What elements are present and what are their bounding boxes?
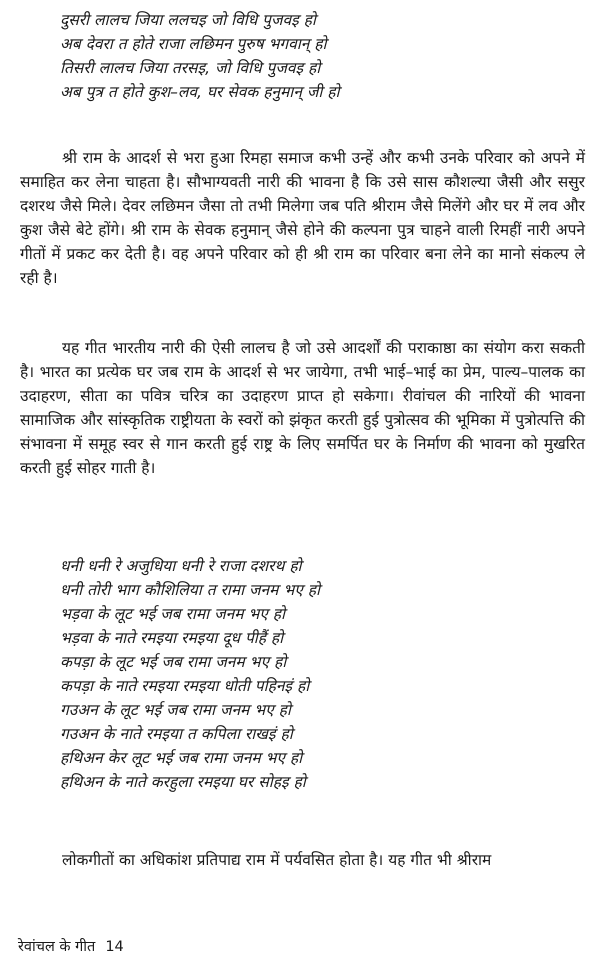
paragraph-text: लोकगीतों का अधिकांश प्रतिपाद्य राम में पर्यवसित होता है। यह गीत भी श्रीराम [62,851,492,869]
page-footer [18,936,124,956]
verse-line: अब देवरा त होते राजा लछिमन पुरुष भगवान् हो [60,35,327,53]
verse-line: धनी धनी रे अजुधिया धनी रे राजा दशरथ हो [60,557,302,575]
paragraph-text: यह गीत भारतीय नारी की ऐसी लालच है जो उसे आदर्शों की पराकाष्ठा का संयोग करा सकती है। भारत का प्रत्येक घर जब राम के आदर्श से भर जायेगा, तभी भाई–भाई का प्रेम, पाल्य–पालक का उदाहरण, सीता का पवित्र चरित्र का उदाहरण प्राप्त हो सकेगा। रीवांचल की नारियों की भावना सामाजिक और सांस्कृतिक राष्ट्रीयता के स्वरों को झंकृत करती हुई पुत्रोत्सव की भूमिका में पुत्रोत्पत्ति की संभावना में समूह स्वर से गान करती हुई राष्ट्र के लिए समर्पित घर के निर्माण की भावना को मुखरित करती हुई सोहर गाती है। [20,339,585,477]
verse-line: दुसरी लालच जिया ललचइ जो विधि पुजवइ हो [60,11,316,29]
verse-line: कपड़ा के लूट भई जब रामा जनम भए हो [60,653,287,671]
verse-line: हथिअन के नाते करहुला रमइया घर सोहइ हो [60,773,306,791]
verse-line: भड़वा के नाते रमइया रमइया दूध पीहैं हो [60,629,284,647]
verse-line: हथिअन केर लूट भई जब रामा जनम भए हो [60,749,303,767]
paragraph-2 [20,336,585,480]
verse-line: तिसरी लालच जिया तरसइ, जो विधि पुजवइ हो [60,59,321,77]
verse-line: कपड़ा के नाते रमइया रमइया धोती पहिनइं हो [60,677,310,695]
verse-block-1 [60,8,340,104]
paragraph-3 [20,848,585,872]
verse-line: गउअन के नाते रमइया त कपिला राखइं हो [60,725,293,743]
book-title: रेवांचल के गीत [18,939,96,955]
verse-block-2 [60,554,320,794]
verse-line: गउअन के लूट भई जब रामा जनम भए हो [60,701,291,719]
page-number: 14 [105,939,124,955]
verse-line: धनी तोरी भाग कौशिलिया त रामा जनम भए हो [60,581,320,599]
verse-line: भड़वा के लूट भई जब रामा जनम भए हो [60,605,286,623]
paragraph-1 [20,146,585,290]
verse-line: अब पुत्र त होते कुश–लव, घर सेवक हनुमान् जी हो [60,83,340,101]
paragraph-text: श्री राम के आदर्श से भरा हुआ रिमहा समाज कभी उन्हें और कभी उनके परिवार को अपने में समाहित कर लेना चाहता है। सौभाग्यवती नारी की भावना है कि उसे सास कौशल्या जैसी और ससुर दशरथ जैसे मिले। देवर लछिमन जैसा तो तभी मिलेगा जब पति श्रीराम जैसे मिलेंगे और घर में लव और कुश जैसे बेटे होंगे। श्री राम के सेवक हनुमान् जैसे होने की कल्पना पुत्र चाहने वाली रिमहीं नारी अपने गीतों में प्रकट कर देती है। वह अपने परिवार को ही श्री राम का परिवार बना लेने का मानो संकल्प ले रही है। [20,149,585,287]
